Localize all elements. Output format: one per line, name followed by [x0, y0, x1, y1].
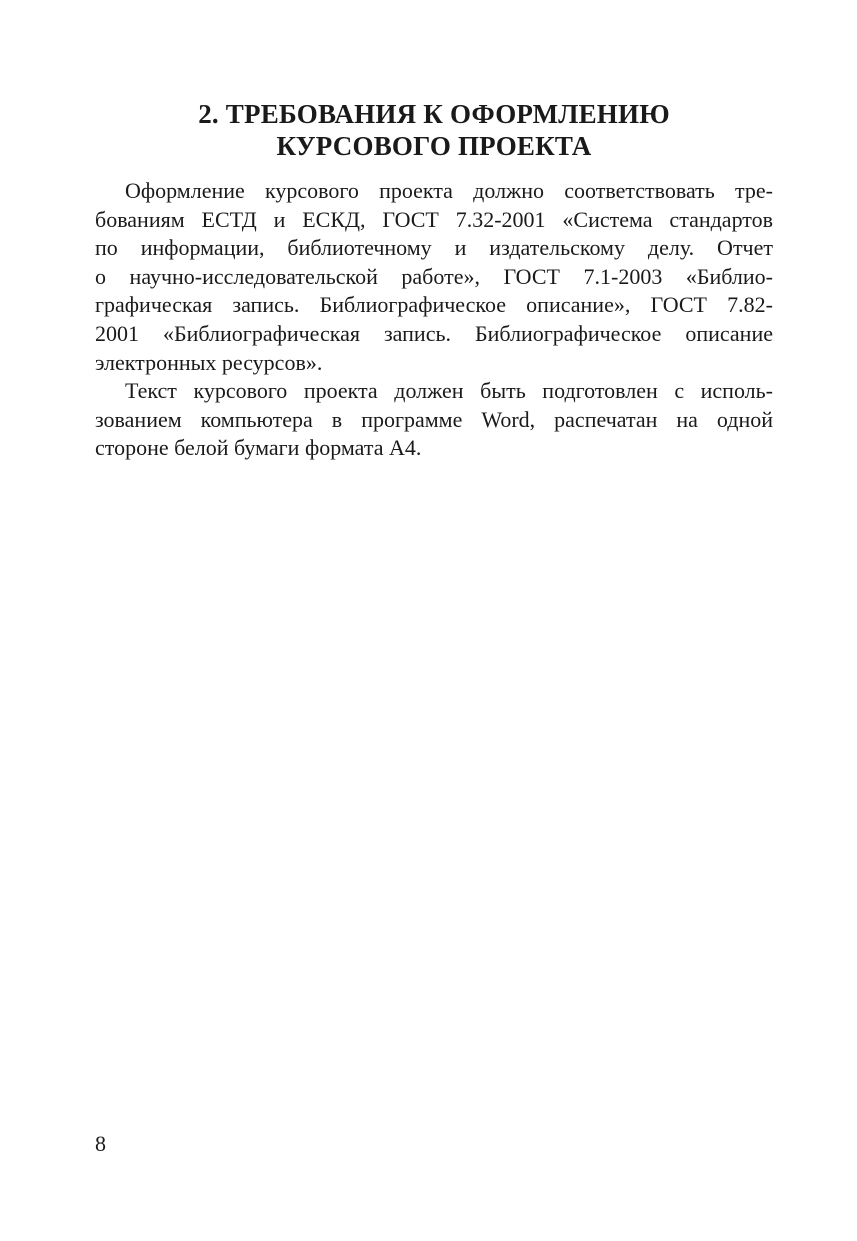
paragraph-1-line: 2001 «Библиографическая запись. Библиографическое описание: [95, 320, 773, 346]
section-heading-line-2: КУРСОВОГО ПРОЕКТА: [276, 131, 592, 161]
paragraph-2-line: стороне белой бумаги формата А4.: [95, 435, 422, 461]
paragraph-1-line: электронных ресурсов».: [95, 349, 323, 375]
paragraph-2-line: Текст курсового проекта должен быть подготовлен с исполь-: [125, 378, 773, 404]
section-heading-line-1: 2. ТРЕБОВАНИЯ К ОФОРМЛЕНИЮ: [198, 99, 670, 129]
paragraph-2-line: зованием компьютера в программе Word, распечатан на одной: [95, 406, 773, 432]
paragraph-1-line: Оформление курсового проекта должно соответствовать тре-: [125, 178, 773, 203]
paragraph-1-line: бованиям ЕСТД и ЕСКД, ГОСТ 7.32-2001 «Система стандартов: [95, 206, 773, 232]
paragraph-1-line: о научно-исследовательской работе», ГОСТ 7.1-2003 «Библио-: [95, 263, 773, 289]
paragraph-1: [95, 177, 773, 377]
paragraph-1-line: графическая запись. Библиографическое описание», ГОСТ 7.82-: [95, 292, 773, 318]
paragraph-1-line: по информации, библиотечному и издательскому делу. Отчет: [95, 235, 773, 261]
paragraph-2: [95, 377, 773, 463]
body-text: [95, 177, 773, 463]
page-number: 8: [95, 1131, 106, 1156]
section-heading: [95, 98, 773, 162]
